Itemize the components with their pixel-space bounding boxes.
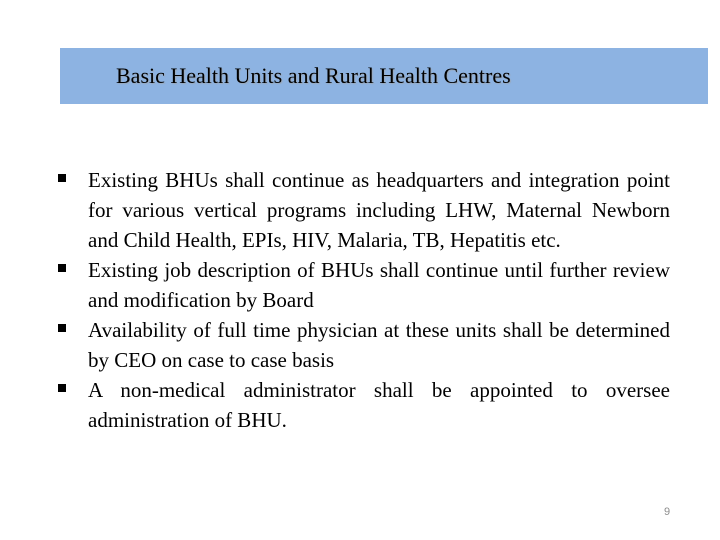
- bullet-item: [0, 255, 670, 315]
- bullet-text: Availability of full time physician at these units shall be determined by CEO on case to case basis: [88, 318, 670, 372]
- square-bullet-icon: [58, 174, 66, 182]
- bullet-text: A non-medical administrator shall be appointed to oversee administration of BHU.: [88, 378, 670, 432]
- bullet-text: Existing job description of BHUs shall continue until further review and modification by Board: [88, 258, 670, 312]
- bullet-list: [0, 165, 720, 435]
- square-bullet-icon: [58, 324, 66, 332]
- square-bullet-icon: [58, 384, 66, 392]
- bullet-text: Existing BHUs shall continue as headquarters and integration point for various vertical programs including LHW, Maternal Newborn and Child Health, EPIs, HIV, Malaria, TB, Hepatitis etc.: [88, 168, 670, 252]
- slide-title: Basic Health Units and Rural Health Centres: [116, 63, 511, 88]
- bullet-item: [0, 165, 670, 255]
- bullet-item: [0, 375, 670, 435]
- bullet-item: [0, 315, 670, 375]
- page-number: 9: [664, 506, 671, 518]
- title-banner: [60, 48, 708, 104]
- square-bullet-icon: [58, 264, 66, 272]
